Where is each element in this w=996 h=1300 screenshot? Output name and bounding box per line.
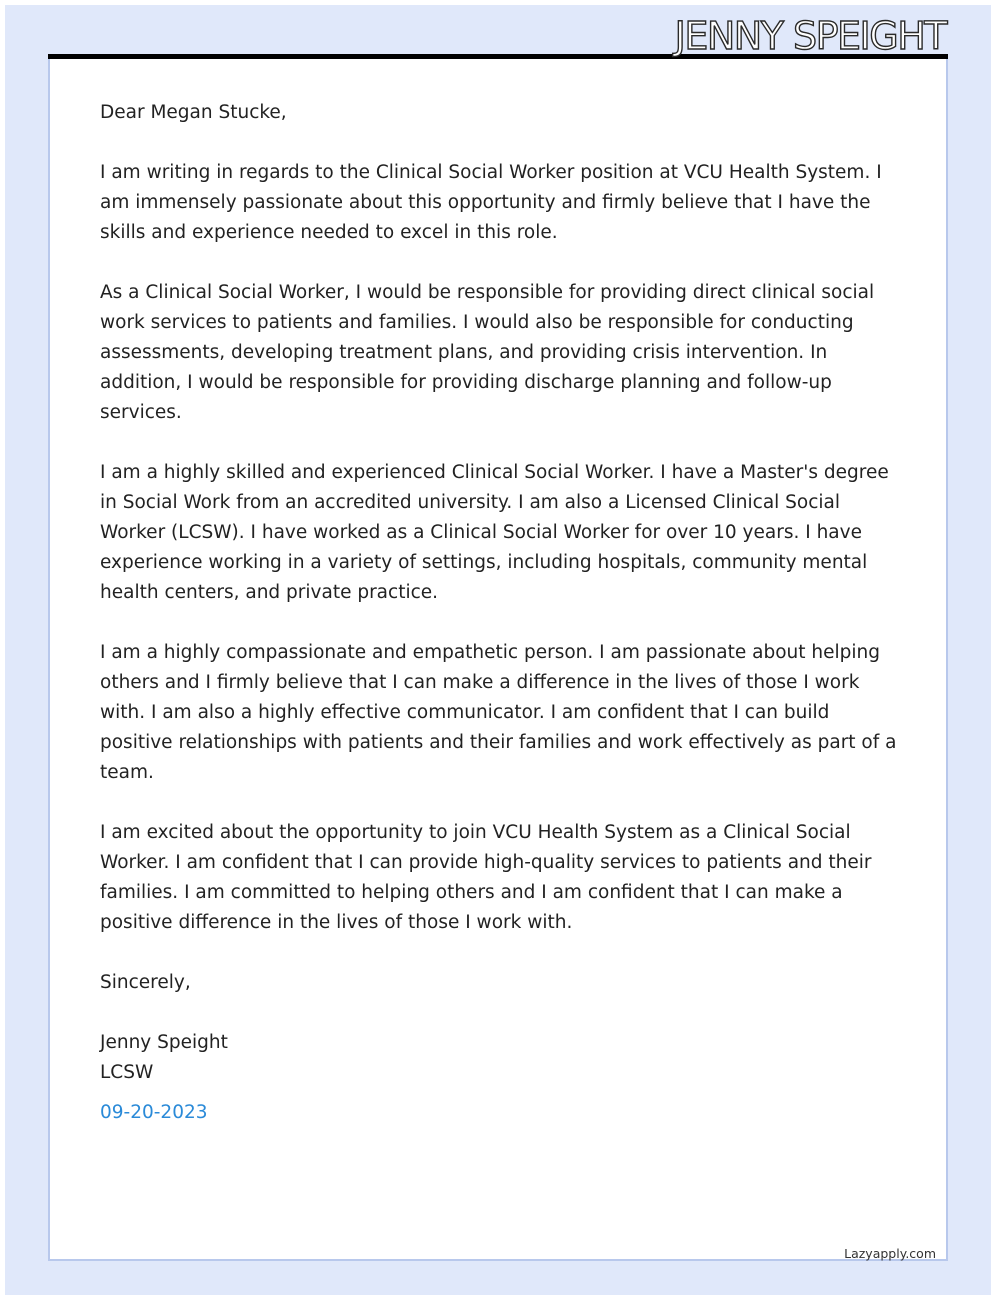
signature-title: LCSW [100,1062,154,1083]
closing: Sincerely, [100,972,191,993]
paragraph-2: As a Clinical Social Worker, I would be responsible for providing direct clinical social work services to patients and families. I would also be responsible for conducting assessments, developing treatment plans, and providing crisis intervention. In addition, I would be responsible for providing discharge planning and follow-up services. [100,282,875,423]
watermark: Lazyapply.com [844,1246,936,1261]
signature-block [100,1028,900,1128]
letter-body [100,98,900,1128]
paragraph-1: I am writing in regards to the Clinical Social Worker position at VCU Health System. I am immensely passionate about this opportunity and firmly believe that I have the skills and experience needed to excel in this role. [100,162,882,243]
signature-name: Jenny Speight [100,1032,228,1053]
paragraph-4: I am a highly compassionate and empathetic person. I am passionate about helping others and I firmly believe that I can make a difference in the lives of those I work with. I am also a highly effective communicator. I am confident that I can build positive relationships with patients and their families and work effectively as part of a team. [100,642,897,783]
salutation: Dear Megan Stucke, [100,102,287,123]
paragraph-3: I am a highly skilled and experienced Clinical Social Worker. I have a Master's degree in Social Work from an accredited university. I am also a Licensed Clinical Social Worker (LCSW). I have worked as a Clinical Social Worker for over 10 years. I have experience working in a variety of settings, including hospitals, community mental health centers, and private practice. [100,462,889,603]
header-name: JENNY SPEIGHT [674,14,946,58]
paragraph-5: I am excited about the opportunity to join VCU Health System as a Clinical Social Worker. I am confident that I can provide high-quality services to patients and their families. I am committed to helping others and I am confident that I can make a positive difference in the lives of those I work with. [100,822,872,933]
letter-date: 09-20-2023 [100,1102,208,1123]
